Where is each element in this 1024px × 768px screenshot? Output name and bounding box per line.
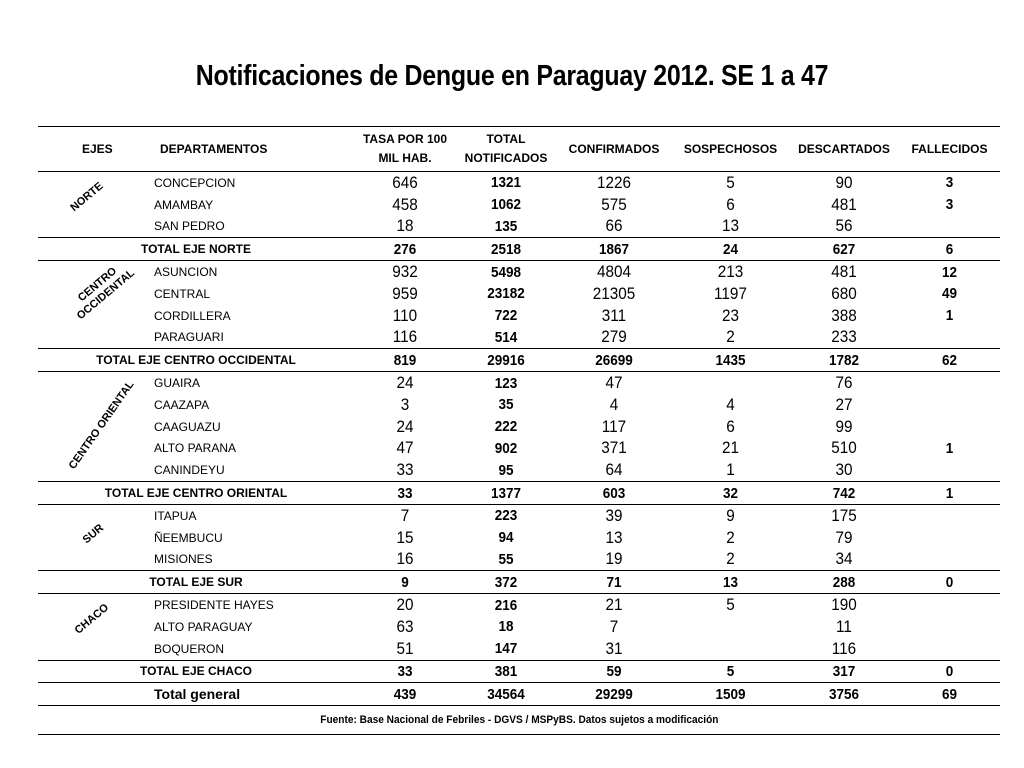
total-sospechosos-value: 32	[678, 482, 783, 505]
total-row	[38, 349, 1000, 372]
departamento-name: SAN PEDRO	[154, 219, 225, 234]
table-row	[38, 283, 1000, 305]
total-notificados-value: 5498	[490, 263, 522, 281]
departamento-name: BOQUERON	[154, 641, 225, 656]
total-notificados-value: 123	[494, 374, 518, 392]
sospechosos-value: 13	[721, 216, 740, 236]
fallecidos-value	[904, 594, 995, 616]
header-ejes: EJES	[38, 127, 154, 172]
total-eje-label: TOTAL EJE SUR	[38, 571, 354, 594]
departamento-name: CONCEPCION	[154, 175, 236, 190]
grand-total-row	[38, 683, 1000, 706]
total-tasa-value: 33	[359, 482, 451, 505]
descartados-value: 510	[831, 438, 857, 458]
header-tasa-line2: MIL HAB.	[378, 151, 432, 165]
total-notificados-value: 94	[498, 529, 514, 547]
total-total-notificados-value: 381	[461, 660, 551, 683]
confirmados-value: 64	[605, 460, 623, 480]
confirmados-value: 21	[605, 595, 623, 615]
tasa-value: 51	[396, 638, 414, 658]
descartados-value: 481	[831, 262, 857, 282]
total-notificados-value: 902	[494, 439, 518, 457]
sospechosos-value: 21	[721, 438, 740, 458]
table-row	[38, 416, 1000, 438]
total-fallecidos-value: 1	[904, 482, 995, 505]
total-descartados-value: 742	[795, 482, 894, 505]
confirmados-value: 4	[609, 394, 619, 414]
page-title: Notificaciones de Dengue en Paraguay 2012. SE 1 a 47	[195, 60, 829, 92]
tasa-value: 7	[400, 505, 410, 525]
descartados-value: 76	[835, 373, 853, 393]
sospechosos-value: 9	[726, 505, 735, 525]
tasa-value: 47	[396, 438, 414, 458]
eje-cell	[38, 594, 154, 660]
departamento-name: PRESIDENTE HAYES	[154, 598, 274, 613]
sospechosos-value: 213	[717, 262, 744, 282]
tasa-value: 932	[392, 262, 418, 282]
fallecidos-value: 49	[941, 285, 958, 303]
total-notificados-value: 722	[494, 307, 518, 325]
departamento-name: CAAGUAZU	[154, 419, 221, 434]
fallecidos-value: 3	[945, 196, 954, 214]
header-departamentos: DEPARTAMENTOS	[154, 127, 354, 172]
departamento-name: CANINDEYU	[154, 463, 225, 478]
total-descartados-value: 288	[795, 571, 894, 594]
tasa-value: 24	[396, 373, 414, 393]
total-row	[38, 482, 1000, 505]
total-notificados-value: 95	[498, 461, 514, 479]
total-confirmados-value: 26699	[562, 349, 666, 372]
total-sospechosos-value: 1435	[678, 349, 783, 372]
fallecidos-value: 3	[945, 174, 954, 192]
descartados-value: 90	[835, 172, 853, 192]
total-notificados-value: 222	[494, 418, 518, 436]
descartados-value: 481	[831, 194, 857, 214]
total-descartados-value: 317	[795, 660, 894, 683]
fallecidos-value	[904, 616, 995, 638]
total-descartados-value: 1782	[795, 349, 894, 372]
departamento-name: ÑEEMBUCU	[154, 530, 223, 545]
grand-sospechosos-value: 1509	[678, 683, 783, 706]
eje-label: CENTRO ORIENTAL	[66, 378, 137, 472]
descartados-value: 27	[835, 394, 853, 414]
table-row	[38, 616, 1000, 638]
grand-fallecidos-value: 69	[904, 683, 995, 706]
sospechosos-value: 2	[726, 327, 735, 347]
descartados-value: 79	[835, 527, 853, 547]
tasa-value: 20	[396, 595, 414, 615]
confirmados-value: 4804	[596, 262, 632, 282]
header-total-line2: NOTIFICADOS	[464, 151, 548, 165]
fallecidos-value	[904, 327, 995, 349]
total-notificados-value: 223	[494, 507, 518, 525]
total-confirmados-value: 1867	[562, 238, 666, 261]
sospechosos-value	[678, 638, 783, 660]
confirmados-value: 21305	[592, 283, 636, 303]
fallecidos-value: 1	[945, 439, 954, 457]
total-row	[38, 571, 1000, 594]
total-total-notificados-value: 1377	[461, 482, 551, 505]
confirmados-value: 1226	[596, 172, 632, 192]
tasa-value: 18	[396, 216, 414, 236]
eje-cell	[38, 261, 154, 349]
grand-descartados-value: 3756	[795, 683, 894, 706]
total-tasa-value: 9	[359, 571, 451, 594]
table-body	[38, 172, 1000, 735]
grand-total-label: Total general	[38, 683, 354, 706]
table-row	[38, 394, 1000, 416]
tasa-value: 959	[392, 283, 418, 303]
table-row	[38, 638, 1000, 660]
departamento-name: PARAGUARI	[154, 330, 224, 345]
table-row	[38, 438, 1000, 460]
header-tasa	[354, 127, 456, 172]
confirmados-value: 371	[601, 438, 627, 458]
source-cell	[38, 706, 1000, 735]
total-total-notificados-value: 372	[461, 571, 551, 594]
sospechosos-value	[678, 372, 783, 394]
tasa-value: 24	[396, 416, 414, 436]
departamento-name: AMAMBAY	[154, 197, 214, 212]
total-fallecidos-value: 62	[904, 349, 995, 372]
sospechosos-value: 2	[726, 527, 735, 547]
confirmados-value: 13	[605, 527, 623, 547]
table-row	[38, 372, 1000, 394]
tasa-value: 3	[400, 394, 410, 414]
header-fallecidos: FALLECIDOS	[899, 127, 1000, 172]
grand-total-notificados-value: 34564	[461, 683, 551, 706]
total-notificados-value: 55	[498, 550, 514, 568]
total-notificados-value: 147	[494, 640, 518, 658]
table-row	[38, 194, 1000, 216]
grand-tasa-value: 439	[359, 683, 451, 706]
header-total-line1: TOTAL	[486, 132, 526, 146]
departamento-name: MISIONES	[154, 552, 213, 567]
total-sospechosos-value: 5	[678, 660, 783, 683]
fallecidos-value	[904, 504, 995, 526]
total-tasa-value: 276	[359, 238, 451, 261]
header-tasa-line1: TASA POR 100	[362, 132, 448, 146]
fallecidos-value	[904, 638, 995, 660]
fallecidos-value	[904, 216, 995, 238]
total-total-notificados-value: 29916	[461, 349, 551, 372]
grand-confirmados-value: 29299	[562, 683, 666, 706]
sospechosos-value: 4	[726, 394, 735, 414]
total-notificados-value: 216	[494, 596, 518, 614]
total-notificados-value: 135	[494, 217, 518, 235]
sospechosos-value: 5	[726, 172, 735, 192]
eje-cell	[38, 172, 154, 238]
tasa-value: 33	[396, 460, 414, 480]
total-descartados-value: 627	[795, 238, 894, 261]
total-eje-label: TOTAL EJE CENTRO ORIENTAL	[38, 482, 354, 505]
departamento-name: ASUNCION	[154, 265, 218, 280]
total-notificados-value: 514	[494, 328, 518, 346]
eje-cell	[38, 504, 154, 570]
header-descartados: DESCARTADOS	[789, 127, 899, 172]
descartados-value: 11	[836, 616, 852, 636]
total-confirmados-value: 59	[562, 660, 666, 683]
fallecidos-value	[904, 372, 995, 394]
eje-label: NORTE	[68, 179, 106, 214]
confirmados-value: 39	[605, 505, 623, 525]
header-confirmados: CONFIRMADOS	[556, 127, 672, 172]
departamento-name: CAAZAPA	[154, 397, 210, 412]
sospechosos-value: 5	[726, 595, 735, 615]
total-fallecidos-value: 0	[904, 660, 995, 683]
total-eje-label: TOTAL EJE CENTRO OCCIDENTAL	[38, 349, 354, 372]
table-row	[38, 327, 1000, 349]
total-row	[38, 238, 1000, 261]
confirmados-value: 66	[605, 216, 623, 236]
tasa-value: 458	[392, 194, 418, 214]
confirmados-value: 19	[605, 549, 623, 569]
total-eje-label: TOTAL EJE NORTE	[38, 238, 354, 261]
descartados-value: 116	[831, 638, 857, 658]
confirmados-value: 311	[601, 305, 627, 325]
source-note: Fuente: Base Nacional de Febriles - DGVS / MSPyBS. Datos sujetos a modificación	[319, 714, 719, 727]
fallecidos-value	[904, 527, 995, 549]
eje-cell	[38, 372, 154, 482]
total-sospechosos-value: 24	[678, 238, 783, 261]
total-row	[38, 660, 1000, 683]
sospechosos-value: 23	[721, 305, 740, 325]
descartados-value: 30	[835, 460, 853, 480]
table-header-row	[38, 127, 1000, 172]
dengue-table	[38, 126, 1000, 735]
tasa-value: 15	[396, 527, 414, 547]
fallecidos-value	[904, 459, 995, 481]
fallecidos-value: 12	[941, 263, 958, 281]
total-confirmados-value: 71	[562, 571, 666, 594]
table-row	[38, 594, 1000, 616]
table-row	[38, 527, 1000, 549]
header-sospechosos: SOSPECHOSOS	[672, 127, 789, 172]
confirmados-value: 117	[601, 416, 627, 436]
total-sospechosos-value: 13	[678, 571, 783, 594]
eje-label: CHACO	[72, 601, 112, 637]
table-row	[38, 305, 1000, 327]
departamento-name: GUAIRA	[154, 376, 201, 391]
total-notificados-value: 23182	[487, 285, 525, 303]
confirmados-value: 575	[601, 194, 627, 214]
eje-label: CENTRO OCCIDENTAL	[74, 264, 138, 322]
total-tasa-value: 33	[359, 660, 451, 683]
sospechosos-value: 1197	[714, 283, 747, 303]
sospechosos-value: 2	[726, 549, 735, 569]
table-row	[38, 504, 1000, 526]
fallecidos-value	[904, 394, 995, 416]
total-fallecidos-value: 6	[904, 238, 995, 261]
total-notificados-value: 1321	[490, 174, 522, 192]
descartados-value: 175	[831, 505, 857, 525]
table-row	[38, 549, 1000, 571]
departamento-name: CENTRAL	[154, 286, 211, 301]
descartados-value: 34	[835, 549, 853, 569]
departamento-name: ITAPUA	[154, 508, 197, 523]
eje-label: SUR	[80, 521, 107, 546]
tasa-value: 646	[392, 172, 418, 192]
fallecidos-value	[904, 416, 995, 438]
table-row	[38, 172, 1000, 194]
descartados-value: 680	[831, 283, 857, 303]
total-notificados-value: 1062	[490, 196, 522, 214]
sospechosos-value: 6	[726, 416, 735, 436]
confirmados-value: 7	[609, 616, 619, 636]
confirmados-value: 279	[601, 327, 627, 347]
descartados-value: 388	[831, 305, 857, 325]
tasa-value: 116	[392, 327, 418, 347]
fallecidos-value: 1	[945, 307, 954, 325]
descartados-value: 190	[831, 595, 857, 615]
total-notificados-value: 18	[498, 618, 514, 636]
fallecidos-value	[904, 549, 995, 571]
descartados-value: 56	[835, 216, 853, 236]
table-row	[38, 216, 1000, 238]
header-total	[456, 127, 556, 172]
descartados-value: 233	[831, 327, 857, 347]
total-notificados-value: 35	[498, 396, 514, 414]
confirmados-value: 31	[605, 638, 623, 658]
total-fallecidos-value: 0	[904, 571, 995, 594]
descartados-value: 99	[835, 416, 853, 436]
table-row	[38, 459, 1000, 481]
sospechosos-value: 6	[726, 194, 735, 214]
confirmados-value: 47	[605, 373, 623, 393]
tasa-value: 63	[396, 616, 414, 636]
departamento-name: CORDILLERA	[154, 308, 231, 323]
sospechosos-value	[678, 616, 783, 638]
total-eje-label: TOTAL EJE CHACO	[38, 660, 354, 683]
source-row	[38, 706, 1000, 735]
table-row	[38, 261, 1000, 283]
tasa-value: 110	[392, 305, 418, 325]
total-tasa-value: 819	[359, 349, 451, 372]
tasa-value: 16	[396, 549, 414, 569]
departamento-name: ALTO PARAGUAY	[154, 619, 253, 634]
total-confirmados-value: 603	[562, 482, 666, 505]
sospechosos-value: 1	[726, 460, 735, 480]
departamento-name: ALTO PARANA	[154, 441, 237, 456]
total-total-notificados-value: 2518	[461, 238, 551, 261]
